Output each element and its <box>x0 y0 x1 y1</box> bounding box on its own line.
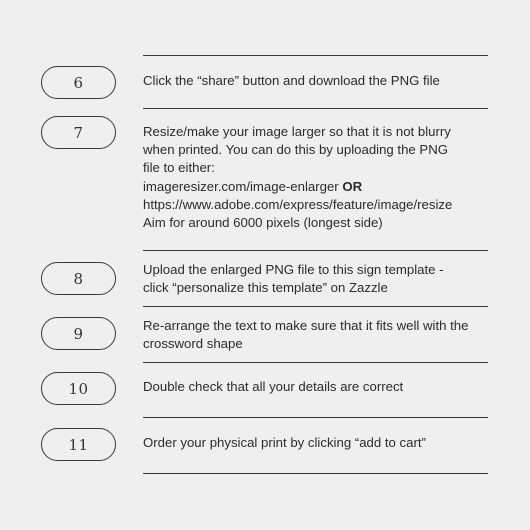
step-7-line-1: Resize/make your image larger so that it is not blurry <box>143 124 451 139</box>
divider-bottom <box>143 473 488 474</box>
step-11-text <box>143 434 493 452</box>
step-10-text <box>143 378 493 396</box>
step-number-badge: 6 <box>41 66 116 99</box>
step-9-line-2: crossword shape <box>143 336 243 352</box>
step-7-line-2: when printed. You can do this by uploading the PNG <box>143 142 448 158</box>
step-number-badge: 7 <box>41 116 116 149</box>
step-8-text <box>143 261 493 297</box>
step-11-line-1: Order your physical print by clicking “add to cart” <box>143 435 426 450</box>
divider-6-7 <box>143 108 488 109</box>
or-label: OR <box>342 178 363 194</box>
step-8-line-1: Upload the enlarged PNG file to this sign template - <box>143 262 444 277</box>
step-number-badge: 8 <box>41 262 116 295</box>
divider-10-11 <box>143 417 488 418</box>
imageresizer-link[interactable]: imageresizer.com/image-enlarger <box>143 178 339 194</box>
divider-7-8 <box>143 250 488 251</box>
step-7-text <box>143 123 493 232</box>
divider-top <box>143 55 488 56</box>
step-6-line-1: Click the “share” button and download the PNG file <box>143 73 440 88</box>
step-10-line-1: Double check that all your details are correct <box>143 379 404 394</box>
step-number-badge: 9 <box>41 317 116 350</box>
step-7-line-3: file to either: <box>143 160 215 176</box>
divider-9-10 <box>143 362 488 363</box>
step-number-badge: 10 <box>41 372 116 405</box>
step-7-note: Aim for around 6000 pixels (longest side) <box>143 215 383 231</box>
step-6-text <box>143 72 493 90</box>
step-8-line-2: click “personalize this template” on Zazzle <box>143 280 388 296</box>
step-7-link-1-row <box>143 178 493 196</box>
step-9-text <box>143 317 493 353</box>
adobe-link[interactable]: https://www.adobe.com/express/feature/image/resize <box>143 196 453 212</box>
step-number-badge: 11 <box>41 428 116 461</box>
step-9-line-1: Re-arrange the text to make sure that it fits well with the <box>143 318 469 333</box>
divider-8-9 <box>143 306 488 307</box>
